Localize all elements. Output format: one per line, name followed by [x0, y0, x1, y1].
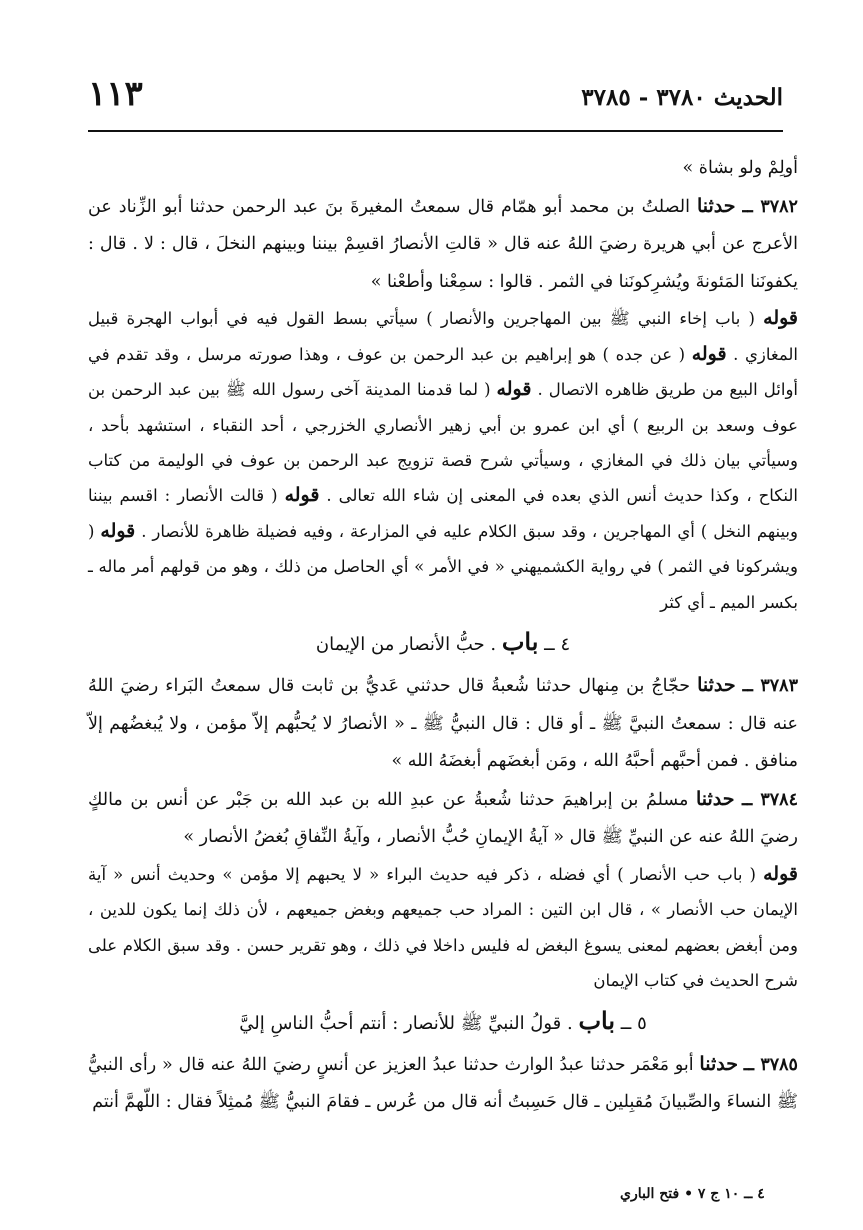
hadith-number: ٣٧٨٣ ــ: [742, 676, 798, 697]
haddathana-word: حدثنا: [699, 1052, 738, 1075]
chapter-number: ٤ ــ: [544, 634, 571, 656]
hadith-3783: [88, 667, 798, 781]
commentary-text: ( ويشركونا في الثمر ) في رواية الكشميهني « في الأمر » أي الحاصل من ذلك ، وهو من قولهم أمر ماله ـ بكسر الميم ـ أي كثر: [88, 521, 798, 612]
chapter-title: . حبُّ الأنصار من الإيمان: [315, 634, 497, 656]
hadith-text: الصلتُ بن محمد أبو همّام قال سمعتُ المغيرةَ بنَ عبد الرحمن حدثنا أبو الزِّناد عن الأعرج عن أبي هريرة رضيَ اللهُ عنه قال « قالتِ الأنصارُ اقسِمْ بيننا وبينهم النخلَ ، قال : لا . قال : يكفونَنا المَئونةَ ويُشرِكونَنا في الثمر . قالوا : سمِعْنا وأطعْنا »: [88, 196, 798, 292]
hadith-number: ٣٧٨٥ ــ: [743, 1054, 798, 1075]
qawluhu-word: قوله: [691, 342, 727, 365]
hadith-number: ٣٧٨٢ ــ: [742, 196, 798, 217]
chapter-number: ٥ ــ: [620, 1012, 647, 1034]
page-header: [88, 70, 783, 132]
chapter-heading-4: [88, 620, 798, 667]
chapter-heading-5: [88, 999, 798, 1046]
bab-word: باب: [501, 627, 539, 657]
qawluhu-word: قوله: [496, 378, 532, 401]
commentary-text: ( عن جده ) هو إبراهيم بن عبد الرحمن بن عوف ، وهذا صورته مرسل ، وقد تقدم في أوائل البيع من طريق ظاهره الاتصال .: [88, 344, 798, 400]
running-title: الحديث ٣٧٨٠ - ٣٧٨٥: [581, 84, 783, 111]
qawluhu-word: قوله: [763, 307, 799, 330]
qawluhu-word: قوله: [100, 519, 136, 542]
qawluhu-word: قوله: [763, 863, 798, 885]
hadith-3782: [88, 188, 798, 302]
commentary-text: ( لما قدمنا المدينة آخى رسول الله ﷺ بين عبد الرحمن بن عوف وسعد بن الربيع ) أي ابن عمرو بن أبي زهير الأنصاري الخزرجي ، أحد النقباء ، استشهد بأحد ، وسيأتي بيان ذلك في المغازي ، وسيأتي شرح قصة تزويج عبد الرحمن بن عوف في الوليمة من كتاب النكاح ، وكذا حديث أنس الذي بعده في المعنى إن شاء الله تعالى .: [88, 380, 798, 506]
commentary-text: ( باب إخاء النبي ﷺ بين المهاجرين والأنصار ) سيأتي بسط القول فيه في أبواب الهجرة قبيل المغازي .: [88, 309, 799, 364]
commentary-block-1: [88, 301, 798, 620]
haddathana-word: حدثنا: [696, 194, 736, 217]
hadith-3784: [88, 781, 798, 857]
page-body: [88, 150, 798, 1122]
qawluhu-word: قوله: [284, 484, 320, 507]
hadith-text: أبو مَعْمَر حدثنا عبدُ الوارث حدثنا عبدُ العزيز عن أنسٍ رضيَ اللهُ عنه قال « رأى النبيُّ ﷺ النساءَ والصِّبيانَ مُقبِلين ـ قال حَسِبتُ أنه قال من عُرس ـ فقامَ النبيُّ ﷺ مُمثِلاً فقال : اللّهمَّ أنتم: [88, 1054, 798, 1113]
hadith-3785: [88, 1046, 798, 1122]
haddathana-word: حدثنا: [697, 674, 736, 697]
commentary-text: ( باب حب الأنصار ) أي فضله ، ذكر فيه حديث البراء « لا يحبهم إلا مؤمن » وحديث أنس « آية الإيمان حب الأنصار » ، قال ابن التين : المراد حب جميعهم وبغض جميعهم ، لأن ذلك إنما يكون للدين ، ومن أبغض بعضهم لمعنى يسوغ البغض له فليس داخلا في ذلك ، وهو تقرير حسن . وقد سبق الكلام على شرح الحديث في كتاب الإيمان: [88, 865, 798, 991]
chapter-title: . قولُ النبيِّ ﷺ للأنصار : أنتم أحبُّ الناسِ إليَّ: [239, 1012, 573, 1034]
printer-signature: ٤ ــ ١٠ ج ٧ • فتح الباري: [620, 1186, 765, 1202]
hadith-number: ٣٧٨٤ ــ: [742, 789, 798, 810]
haddathana-word: حدثنا: [695, 787, 735, 810]
continuation-line: أولِمْ ولو بشاة »: [682, 158, 798, 178]
hadith-text: حجّاجُ بن مِنهال حدثنا شُعبةُ قال حدثني عَديُّ بن ثابت قال سمعتُ البَراء رضيَ اللهُ عنه قال : سمعتُ النبيَّ ﷺ ـ أو قال : قال النبيُّ ﷺ ـ « الأنصارُ لا يُحبُّهم إلاّ مؤمن ، ولا يُبغضُهم إلاّ منافق . فمن أحبَّهم أحبَّهُ الله ، ومَن أبغضَهم أبغضَهُ الله »: [88, 676, 798, 772]
bab-word: باب: [578, 1005, 616, 1035]
commentary-block-2: [88, 857, 798, 999]
page-number: ١١٣: [88, 74, 143, 114]
commentary-text: ( قالت الأنصار : اقسم بيننا وبينهم النخل ) أي المهاجرين ، وقد سبق الكلام عليه في المزارعة ، وفيه فضيلة ظاهرة للأنصار .: [88, 486, 798, 541]
hadith-text: مسلمُ بن إبراهيمَ حدثنا شُعبةُ عن عبدِ الله بن عبد الله بن جَبْر عن أنس بن مالكٍ رضيَ اللهُ عنه عن النبيِّ ﷺ قال « آيةُ الإيمانِ حُبُّ الأنصار ، وآيةُ النِّفاقِ بُغضُ الأنصار »: [88, 789, 798, 848]
